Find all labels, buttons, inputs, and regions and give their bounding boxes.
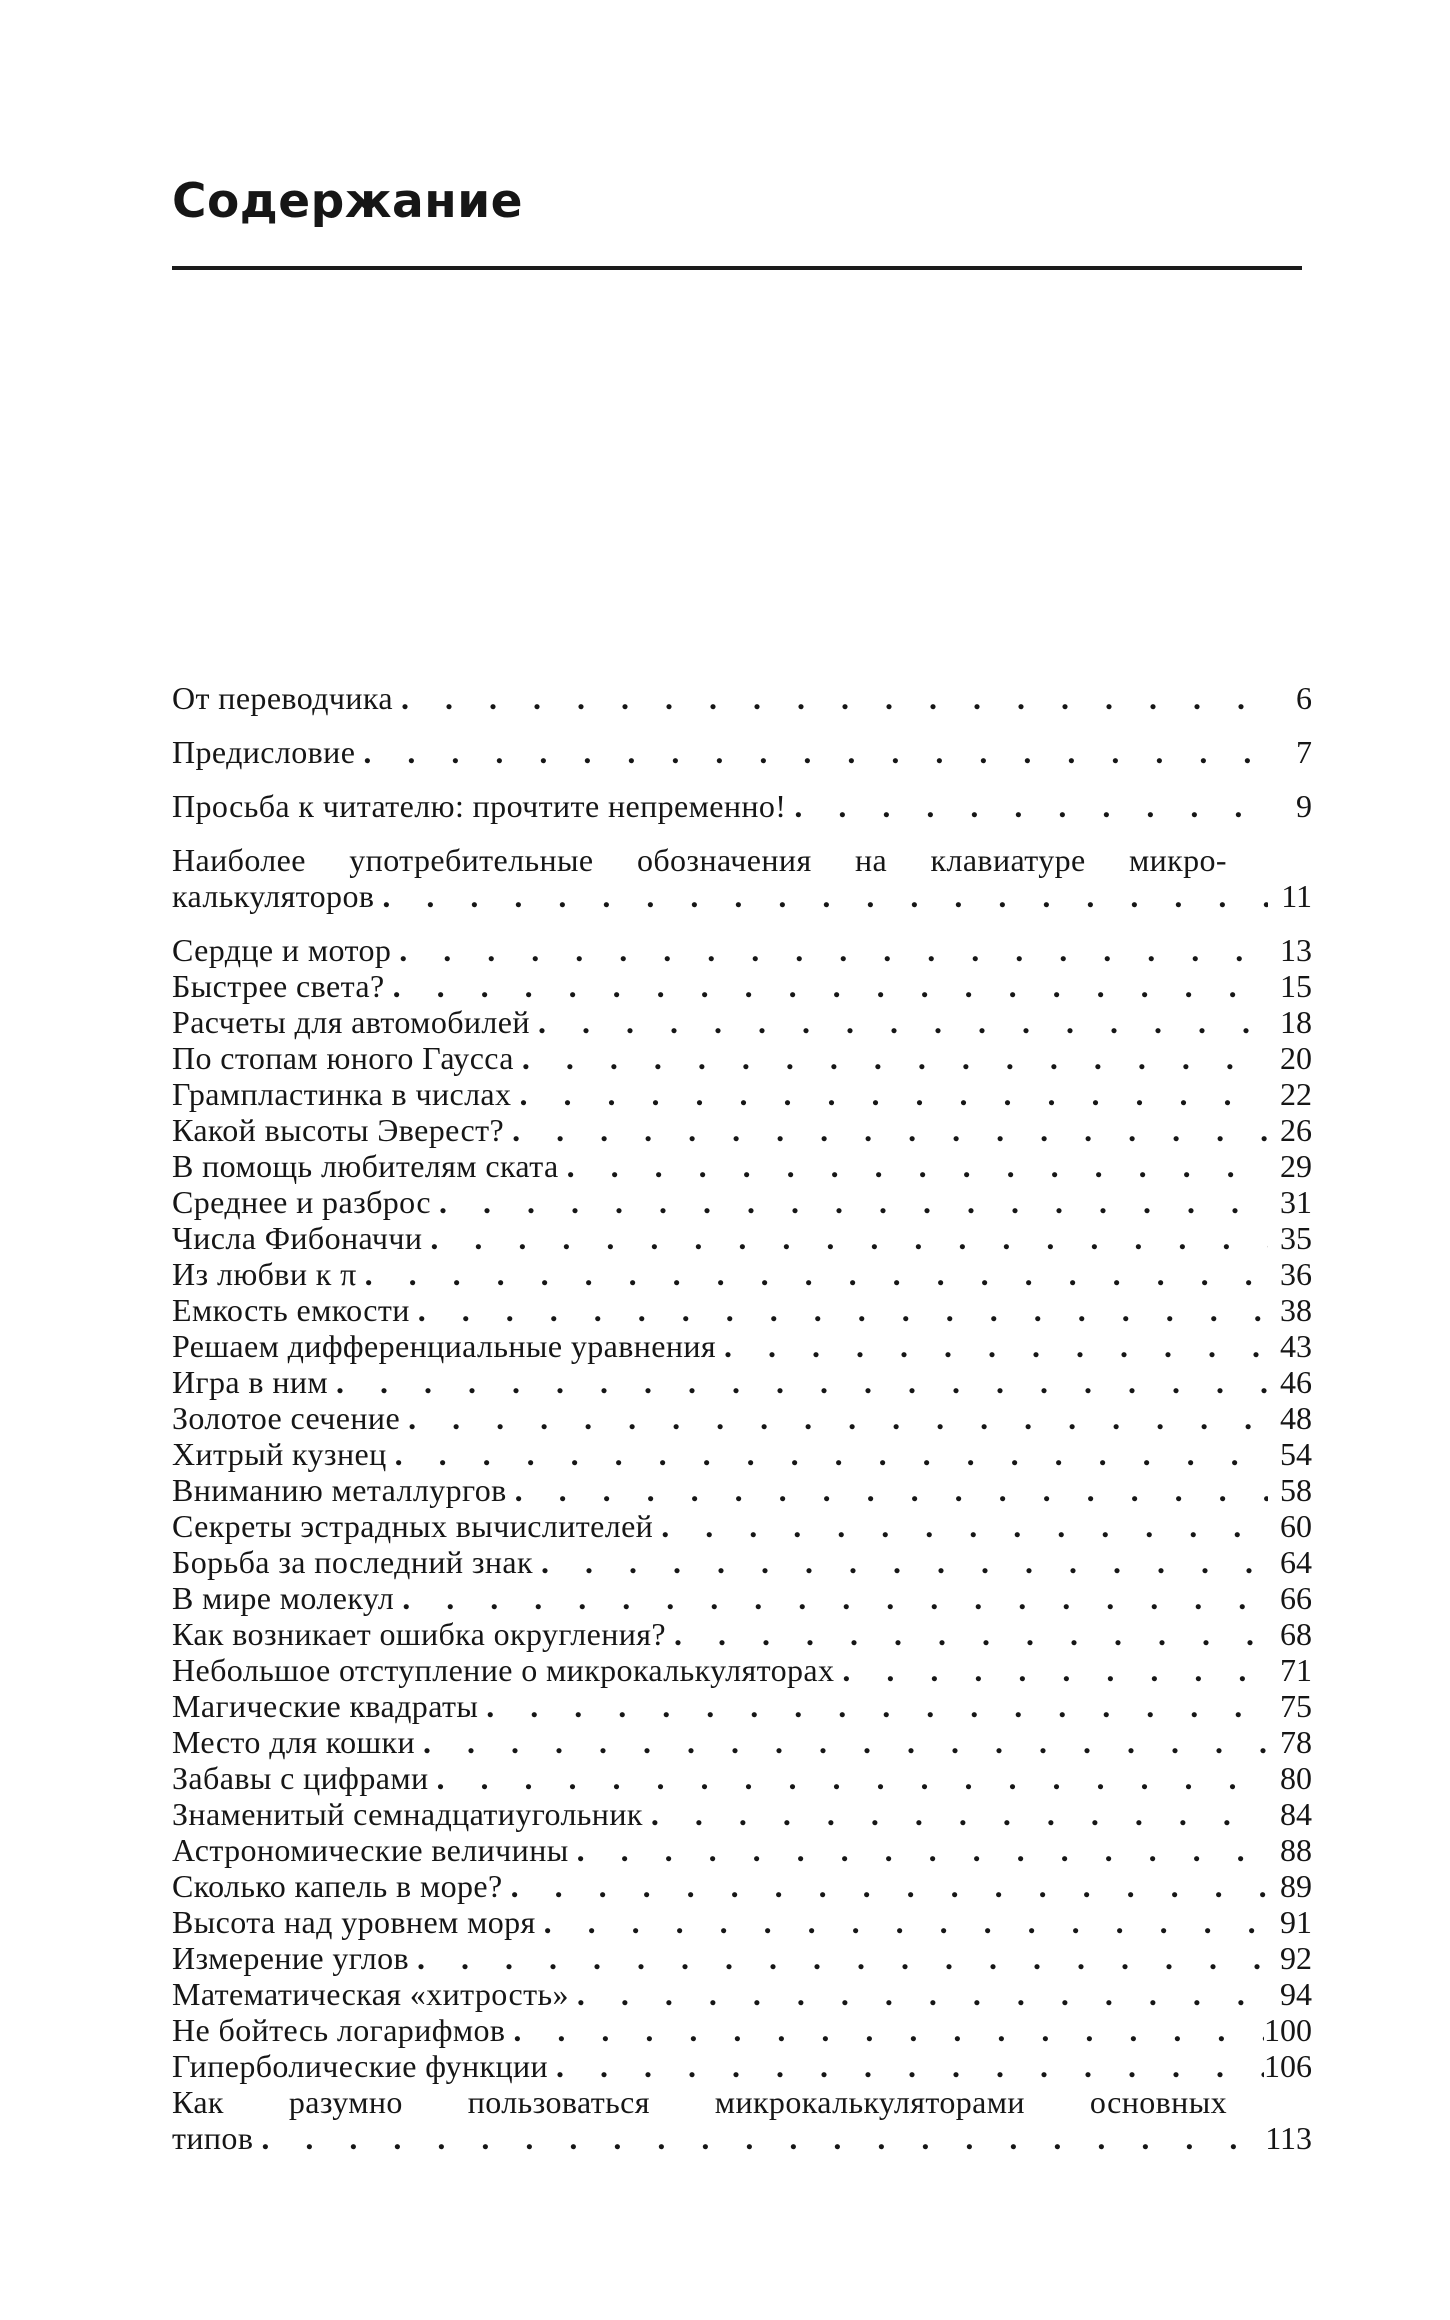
dot-leader — [653, 1508, 1268, 1544]
toc-entry-page: 31 — [1280, 1184, 1312, 1220]
toc-entry-title: Небольшое отступление о микрокалькуляторах — [172, 1652, 835, 1688]
toc-entry-title-line2: типов — [172, 2120, 254, 2156]
dot-leader — [503, 1868, 1268, 1904]
toc-entry-title: Из любви к π — [172, 1256, 357, 1292]
toc-entry-page: 15 — [1280, 968, 1312, 1004]
toc-entry[interactable] — [172, 1256, 1312, 1292]
toc-entry-title: Секреты эстрадных вычислителей — [172, 1508, 654, 1544]
toc-entry-title: Грампластинка в числах — [172, 1076, 512, 1112]
toc-entry-page: 89 — [1280, 1868, 1312, 1904]
dot-leader — [569, 1976, 1268, 2012]
toc-entry[interactable] — [172, 932, 1312, 968]
toc-entry-title: Сколько капель в море? — [172, 1868, 503, 1904]
toc-entry-page: 7 — [1296, 734, 1312, 770]
toc-entry[interactable] — [172, 1220, 1312, 1256]
toc-entry[interactable] — [172, 1796, 1312, 1832]
toc-entry-title: Предисловие — [172, 734, 356, 770]
toc-entry-title: Борьба за последний знак — [172, 1544, 533, 1580]
toc-entry[interactable] — [172, 1868, 1312, 1904]
toc-entry-title: Магические квадраты — [172, 1688, 479, 1724]
toc-entry-page: 43 — [1280, 1328, 1312, 1364]
dot-leader — [253, 2120, 1265, 2156]
toc-entry-page: 18 — [1280, 1004, 1312, 1040]
dot-leader — [530, 1004, 1268, 1040]
toc-entry-page: 66 — [1280, 1580, 1312, 1616]
toc-entry-page: 80 — [1280, 1760, 1312, 1796]
toc-entry[interactable] — [172, 1112, 1312, 1148]
toc-entry-page: 11 — [1281, 878, 1312, 914]
toc-entry-page: 68 — [1280, 1616, 1312, 1652]
toc-entry-title: Астрономические величины — [172, 1832, 569, 1868]
toc-entry-page: 46 — [1280, 1364, 1312, 1400]
toc-entry-title: Игра в ним — [172, 1364, 329, 1400]
dot-leader — [393, 680, 1268, 716]
toc-entry[interactable] — [172, 1904, 1312, 1940]
toc-entry-title-line1: Наиболее употребительные обозначения на клавиатуре микро- — [172, 842, 1227, 878]
dot-leader — [478, 1688, 1268, 1724]
toc-entry[interactable] — [172, 1544, 1312, 1580]
toc-entry-title: Сердце и мотор — [172, 932, 392, 968]
toc-entry-title: Числа Фибоначчи — [172, 1220, 423, 1256]
toc-entry[interactable] — [172, 1580, 1312, 1616]
dot-leader — [400, 1400, 1268, 1436]
toc-entry-title: Математическая «хитрость» — [172, 1976, 569, 2012]
toc-entry-title: В помощь любителям ската — [172, 1148, 559, 1184]
dot-leader — [422, 1220, 1268, 1256]
toc-entry-line2 — [172, 878, 1312, 914]
dot-leader — [387, 1436, 1268, 1472]
toc-entry-title: Хитрый кузнец — [172, 1436, 387, 1472]
dot-leader — [505, 2012, 1264, 2048]
toc-entry-page: 113 — [1265, 2120, 1312, 2156]
toc-entry-title: В мире молекул — [172, 1580, 395, 1616]
toc-entry[interactable] — [172, 1760, 1312, 1796]
toc-entry-page: 13 — [1280, 932, 1312, 968]
dot-leader — [666, 1616, 1268, 1652]
toc-entry[interactable] — [172, 1832, 1312, 1868]
dot-leader — [357, 1256, 1268, 1292]
dot-leader — [415, 1724, 1268, 1760]
toc-entry-title: Среднее и разброс — [172, 1184, 431, 1220]
toc-entry-page: 75 — [1280, 1688, 1312, 1724]
toc-entry-title: Забавы с цифрами — [172, 1760, 429, 1796]
toc-entry-page: 26 — [1280, 1112, 1312, 1148]
toc-entry-page: 6 — [1296, 680, 1312, 716]
toc-entry-last[interactable] — [172, 2084, 1312, 2156]
toc-entry-title: Емкость емкости — [172, 1292, 410, 1328]
toc-entry-page: 58 — [1280, 1472, 1312, 1508]
dot-leader — [559, 1148, 1268, 1184]
toc-entry[interactable] — [172, 1040, 1312, 1076]
toc-entry-page: 9 — [1296, 788, 1312, 824]
toc-entry-title-line2: калькуляторов — [172, 878, 375, 914]
toc-entry-page: 35 — [1280, 1220, 1312, 1256]
dot-leader — [548, 2048, 1264, 2084]
toc-entry-title: Золотое сечение — [172, 1400, 401, 1436]
toc-entry[interactable] — [172, 1940, 1312, 1976]
dot-leader — [716, 1328, 1268, 1364]
toc-entry[interactable] — [172, 968, 1312, 1004]
toc-entry[interactable] — [172, 1436, 1312, 1472]
dot-leader — [328, 1364, 1268, 1400]
toc-entry-page: 91 — [1280, 1904, 1312, 1940]
toc-entry[interactable] — [172, 1364, 1312, 1400]
toc-entry-page: 38 — [1280, 1292, 1312, 1328]
toc-entry-keyboard-notation[interactable] — [172, 842, 1312, 914]
toc-entry-page: 54 — [1280, 1436, 1312, 1472]
toc-entry-page: 22 — [1280, 1076, 1312, 1112]
title-rule — [172, 266, 1302, 270]
toc-entry-title: Высота над уровнем моря — [172, 1904, 536, 1940]
dot-leader — [569, 1832, 1268, 1868]
toc-entry[interactable] — [172, 1688, 1312, 1724]
toc-entry-title: Какой высоты Эверест? — [172, 1112, 505, 1148]
toc-entry[interactable] — [172, 1148, 1312, 1184]
toc-entry[interactable] — [172, 1184, 1312, 1220]
dot-leader — [643, 1796, 1268, 1832]
dot-leader — [429, 1760, 1269, 1796]
toc-entry-title-line1: Как разумно пользоваться микрокалькуляторами основных — [172, 2084, 1227, 2120]
toc-entry-front-2[interactable] — [172, 734, 1312, 770]
toc-entry[interactable] — [172, 2012, 1312, 2048]
toc-entry[interactable] — [172, 1004, 1312, 1040]
toc-entry-title: Просьба к читателю: прочтите непременно! — [172, 788, 787, 824]
toc-entry-page: 88 — [1280, 1832, 1312, 1868]
toc-entry-title: Расчеты для автомобилей — [172, 1004, 530, 1040]
toc-entry-page: 100 — [1264, 2012, 1312, 2048]
toc-entry-title: Вниманию металлургов — [172, 1472, 507, 1508]
toc-entry-page: 48 — [1280, 1400, 1312, 1436]
toc-entry-title: Как возникает ошибка округления? — [172, 1616, 666, 1652]
dot-leader — [391, 932, 1268, 968]
toc-entry-title: Не бойтесь логарифмов — [172, 2012, 506, 2048]
dot-leader — [834, 1652, 1268, 1688]
toc-entry[interactable] — [172, 2048, 1312, 2084]
dot-leader — [394, 1580, 1268, 1616]
toc-entry-title: Гиперболические функции — [172, 2048, 549, 2084]
toc-entry-title: Решаем дифференциальные уравнения — [172, 1328, 717, 1364]
toc-entry[interactable] — [172, 1328, 1312, 1364]
toc-entry[interactable] — [172, 1292, 1312, 1328]
toc-entry-page: 71 — [1280, 1652, 1312, 1688]
toc-entry-title: От переводчика — [172, 680, 393, 716]
dot-leader — [507, 1472, 1268, 1508]
toc-entry-page: 84 — [1280, 1796, 1312, 1832]
dot-leader — [355, 734, 1268, 770]
dot-leader — [431, 1184, 1268, 1220]
toc-entry-title: Место для кошки — [172, 1724, 415, 1760]
dot-leader — [786, 788, 1268, 824]
dot-leader — [410, 1292, 1268, 1328]
toc-entry-front-3[interactable] — [172, 788, 1312, 824]
toc-entry[interactable] — [172, 1976, 1312, 2012]
dot-leader — [536, 1904, 1268, 1940]
toc-entry-line2 — [172, 2120, 1312, 2156]
dot-leader — [504, 1112, 1268, 1148]
dot-leader — [533, 1544, 1268, 1580]
toc-entry-page: 78 — [1280, 1724, 1312, 1760]
dot-leader — [374, 878, 1268, 914]
page-title: Содержание — [172, 174, 524, 229]
dot-leader — [385, 968, 1268, 1004]
chapter-list — [172, 932, 1312, 2084]
toc-entry[interactable] — [172, 1400, 1312, 1436]
toc-entry-page: 106 — [1264, 2048, 1312, 2084]
toc-entry-page: 94 — [1280, 1976, 1312, 2012]
table-of-contents — [172, 680, 1312, 2174]
dot-leader — [511, 1076, 1268, 1112]
toc-entry-title: Знаменитый семнадцатиугольник — [172, 1796, 643, 1832]
toc-entry[interactable] — [172, 1508, 1312, 1544]
toc-entry-page: 64 — [1280, 1544, 1312, 1580]
toc-entry-title: Измерение углов — [172, 1940, 409, 1976]
toc-entry-page: 36 — [1280, 1256, 1312, 1292]
toc-entry-page: 92 — [1280, 1940, 1312, 1976]
toc-entry-title: По стопам юного Гаусса — [172, 1040, 514, 1076]
toc-entry[interactable] — [172, 1724, 1312, 1760]
toc-entry[interactable] — [172, 1472, 1312, 1508]
toc-entry[interactable] — [172, 1076, 1312, 1112]
toc-entry[interactable] — [172, 1616, 1312, 1652]
toc-entry[interactable] — [172, 1652, 1312, 1688]
toc-entry-front-1[interactable] — [172, 680, 1312, 716]
toc-entry-title: Быстрее света? — [172, 968, 385, 1004]
toc-entry-page: 60 — [1280, 1508, 1312, 1544]
dot-leader — [409, 1940, 1268, 1976]
toc-entry-page: 20 — [1280, 1040, 1312, 1076]
dot-leader — [514, 1040, 1268, 1076]
toc-entry-page: 29 — [1280, 1148, 1312, 1184]
